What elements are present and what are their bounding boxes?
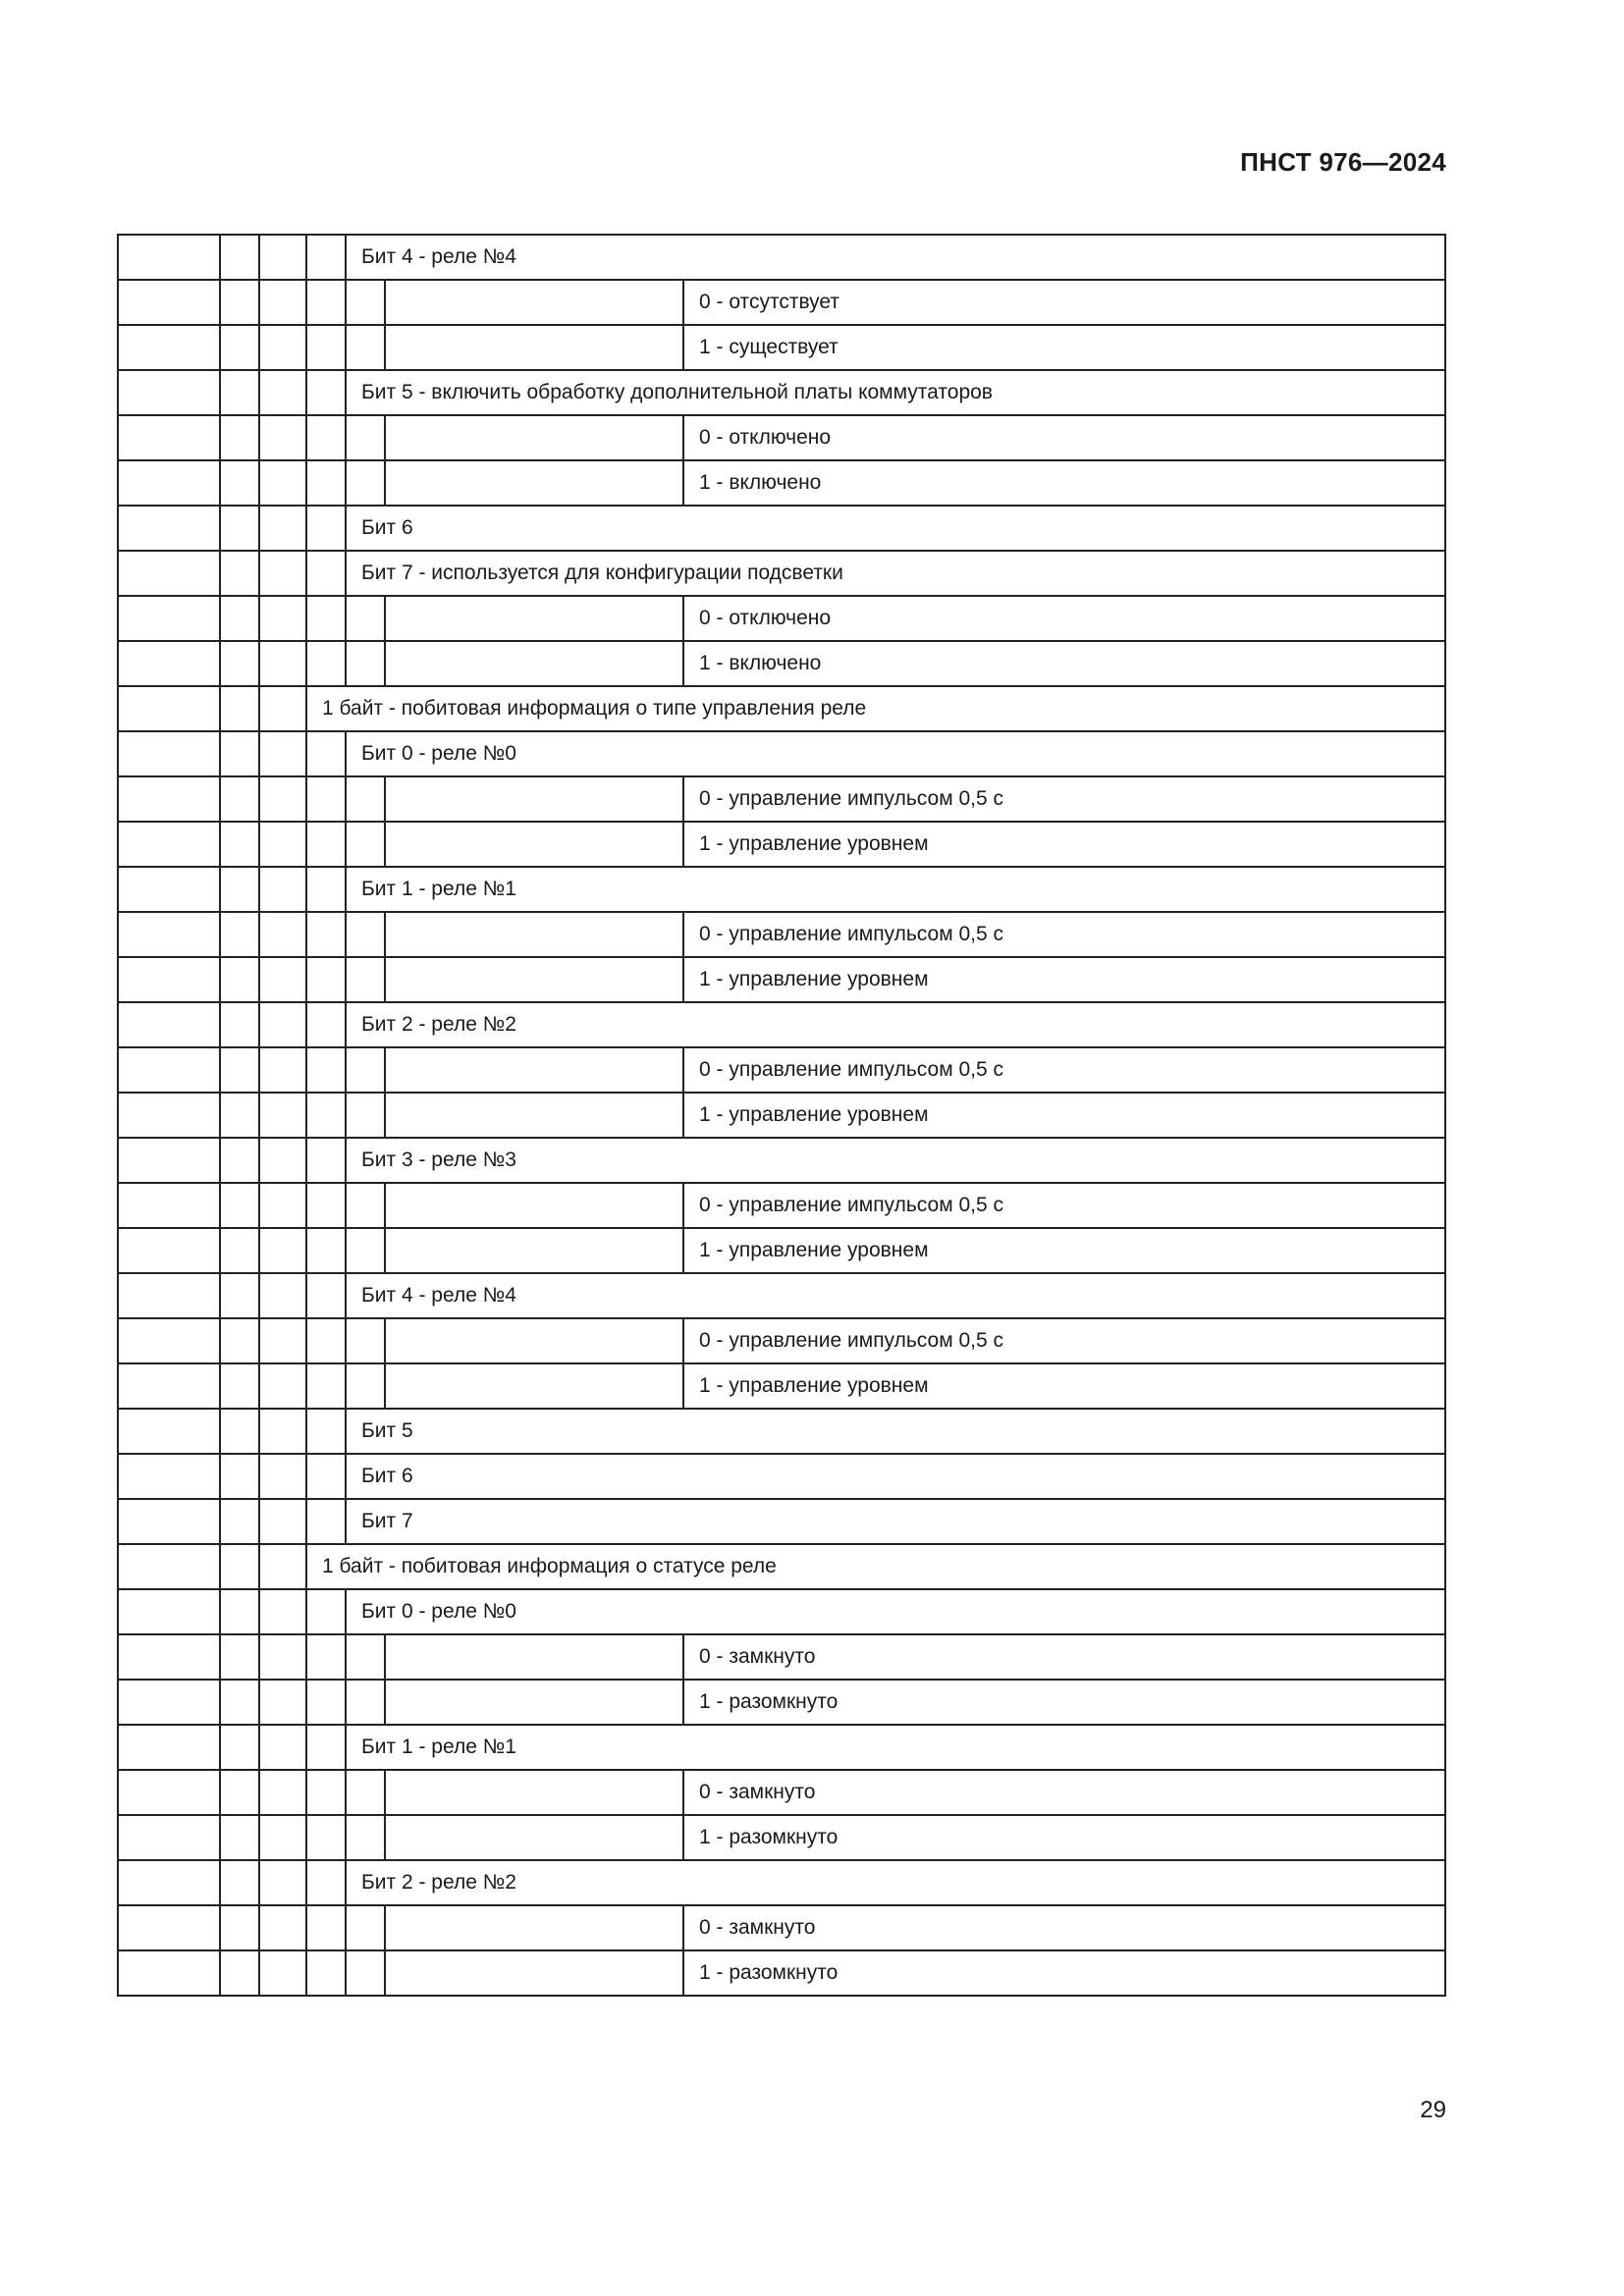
empty-cell <box>220 506 259 551</box>
empty-cell <box>306 1138 346 1183</box>
empty-cell <box>306 1318 346 1363</box>
table-row <box>118 1634 1445 1680</box>
table-row <box>118 731 1445 776</box>
empty-cell <box>259 822 306 867</box>
empty-cell <box>385 957 683 1002</box>
empty-cell <box>118 1905 220 1950</box>
empty-cell <box>118 822 220 867</box>
empty-cell <box>118 731 220 776</box>
empty-cell <box>118 1002 220 1047</box>
empty-cell <box>385 1228 683 1273</box>
empty-cell <box>259 1860 306 1905</box>
empty-cell <box>220 867 259 912</box>
empty-cell <box>346 415 385 460</box>
empty-cell <box>259 370 306 415</box>
empty-cell <box>306 912 346 957</box>
empty-cell <box>259 867 306 912</box>
empty-cell <box>306 506 346 551</box>
bit-value: 0 - замкнуто <box>683 1905 1445 1950</box>
empty-cell <box>220 280 259 325</box>
empty-cell <box>259 506 306 551</box>
empty-cell <box>220 731 259 776</box>
empty-cell <box>220 460 259 506</box>
bit-spec-table <box>117 234 1446 1997</box>
empty-cell <box>259 1228 306 1273</box>
empty-cell <box>259 415 306 460</box>
table-row <box>118 912 1445 957</box>
empty-cell <box>259 1363 306 1409</box>
empty-cell <box>306 1860 346 1905</box>
empty-cell <box>306 822 346 867</box>
empty-cell <box>306 1905 346 1950</box>
bit-description: Бит 1 - реле №1 <box>346 867 1445 912</box>
empty-cell <box>346 460 385 506</box>
empty-cell <box>118 957 220 1002</box>
bit-value: 1 - существует <box>683 325 1445 370</box>
bit-value: 0 - управление импульсом 0,5 с <box>683 912 1445 957</box>
bit-description: Бит 6 <box>346 506 1445 551</box>
bit-description: Бит 5 <box>346 1409 1445 1454</box>
bit-value: 0 - управление импульсом 0,5 с <box>683 776 1445 822</box>
page-number: 29 <box>1420 2097 1446 2123</box>
empty-cell <box>118 867 220 912</box>
bit-value: 1 - разомкнуто <box>683 1815 1445 1860</box>
empty-cell <box>220 1273 259 1318</box>
table-body <box>118 235 1445 1996</box>
table-row <box>118 1905 1445 1950</box>
empty-cell <box>220 1815 259 1860</box>
empty-cell <box>385 1318 683 1363</box>
bit-description: Бит 0 - реле №0 <box>346 731 1445 776</box>
empty-cell <box>118 1228 220 1273</box>
table-row <box>118 1544 1445 1589</box>
empty-cell <box>385 822 683 867</box>
empty-cell <box>220 1409 259 1454</box>
empty-cell <box>220 1905 259 1950</box>
empty-cell <box>306 957 346 1002</box>
empty-cell <box>220 551 259 596</box>
empty-cell <box>220 1950 259 1996</box>
bit-description: Бит 7 - используется для конфигурации подсветки <box>346 551 1445 596</box>
table-row <box>118 641 1445 686</box>
empty-cell <box>385 1905 683 1950</box>
empty-cell <box>118 280 220 325</box>
empty-cell <box>385 912 683 957</box>
bit-value: 1 - включено <box>683 641 1445 686</box>
empty-cell <box>118 596 220 641</box>
empty-cell <box>118 1183 220 1228</box>
empty-cell <box>346 325 385 370</box>
empty-cell <box>259 1544 306 1589</box>
table-row <box>118 957 1445 1002</box>
empty-cell <box>259 686 306 731</box>
empty-cell <box>306 370 346 415</box>
table-row <box>118 325 1445 370</box>
empty-cell <box>118 415 220 460</box>
bit-value: 1 - управление уровнем <box>683 957 1445 1002</box>
table-row <box>118 1770 1445 1815</box>
empty-cell <box>346 641 385 686</box>
empty-cell <box>220 1228 259 1273</box>
empty-cell <box>118 912 220 957</box>
empty-cell <box>259 1680 306 1725</box>
bit-value: 0 - замкнуто <box>683 1634 1445 1680</box>
empty-cell <box>118 325 220 370</box>
empty-cell <box>259 1273 306 1318</box>
empty-cell <box>259 1950 306 1996</box>
empty-cell <box>220 822 259 867</box>
empty-cell <box>220 1183 259 1228</box>
document-header: ПНСТ 976—2024 <box>1240 147 1446 177</box>
empty-cell <box>346 1950 385 1996</box>
empty-cell <box>220 1138 259 1183</box>
empty-cell <box>306 1409 346 1454</box>
empty-cell <box>306 1770 346 1815</box>
empty-cell <box>385 1680 683 1725</box>
empty-cell <box>346 280 385 325</box>
empty-cell <box>118 1454 220 1499</box>
empty-cell <box>259 1454 306 1499</box>
bit-value: 1 - разомкнуто <box>683 1950 1445 1996</box>
empty-cell <box>346 1183 385 1228</box>
empty-cell <box>118 641 220 686</box>
table-row <box>118 506 1445 551</box>
empty-cell <box>118 506 220 551</box>
empty-cell <box>306 1093 346 1138</box>
empty-cell <box>385 1770 683 1815</box>
table-row <box>118 1409 1445 1454</box>
empty-cell <box>306 325 346 370</box>
empty-cell <box>306 641 346 686</box>
empty-cell <box>306 1634 346 1680</box>
empty-cell <box>306 1950 346 1996</box>
table-row <box>118 1860 1445 1905</box>
empty-cell <box>220 1318 259 1363</box>
table-row <box>118 1950 1445 1996</box>
empty-cell <box>306 1047 346 1093</box>
empty-cell <box>346 1047 385 1093</box>
empty-cell <box>306 731 346 776</box>
table-row <box>118 776 1445 822</box>
table-row <box>118 686 1445 731</box>
empty-cell <box>306 1002 346 1047</box>
empty-cell <box>118 1273 220 1318</box>
empty-cell <box>346 1770 385 1815</box>
empty-cell <box>220 1860 259 1905</box>
bit-value: 0 - замкнуто <box>683 1770 1445 1815</box>
empty-cell <box>259 596 306 641</box>
empty-cell <box>220 776 259 822</box>
empty-cell <box>118 1363 220 1409</box>
table-row <box>118 370 1445 415</box>
empty-cell <box>220 1363 259 1409</box>
bit-value: 1 - управление уровнем <box>683 1228 1445 1273</box>
bit-description: Бит 2 - реле №2 <box>346 1860 1445 1905</box>
table-row <box>118 1318 1445 1363</box>
empty-cell <box>118 1093 220 1138</box>
empty-cell <box>259 1725 306 1770</box>
empty-cell <box>259 325 306 370</box>
table-row <box>118 1815 1445 1860</box>
empty-cell <box>118 776 220 822</box>
empty-cell <box>220 1725 259 1770</box>
empty-cell <box>118 551 220 596</box>
empty-cell <box>306 867 346 912</box>
empty-cell <box>306 1183 346 1228</box>
table-row <box>118 460 1445 506</box>
empty-cell <box>385 460 683 506</box>
empty-cell <box>346 1093 385 1138</box>
empty-cell <box>220 235 259 280</box>
empty-cell <box>118 1047 220 1093</box>
empty-cell <box>346 1905 385 1950</box>
empty-cell <box>306 1725 346 1770</box>
byte-description: 1 байт - побитовая информация о типе управления реле <box>306 686 1445 731</box>
empty-cell <box>118 460 220 506</box>
bit-value: 1 - управление уровнем <box>683 1093 1445 1138</box>
empty-cell <box>306 1589 346 1634</box>
empty-cell <box>259 1002 306 1047</box>
empty-cell <box>385 776 683 822</box>
empty-cell <box>259 1499 306 1544</box>
empty-cell <box>306 415 346 460</box>
table-row <box>118 822 1445 867</box>
bit-description: Бит 6 <box>346 1454 1445 1499</box>
empty-cell <box>346 912 385 957</box>
table-row <box>118 1047 1445 1093</box>
empty-cell <box>259 1183 306 1228</box>
empty-cell <box>118 1499 220 1544</box>
empty-cell <box>385 596 683 641</box>
table-row <box>118 1138 1445 1183</box>
empty-cell <box>306 1363 346 1409</box>
empty-cell <box>118 1634 220 1680</box>
bit-description: Бит 2 - реле №2 <box>346 1002 1445 1047</box>
table-row <box>118 1363 1445 1409</box>
empty-cell <box>385 641 683 686</box>
table-row <box>118 551 1445 596</box>
table-row <box>118 235 1445 280</box>
bit-description: Бит 5 - включить обработку дополнительной платы коммутаторов <box>346 370 1445 415</box>
empty-cell <box>306 1273 346 1318</box>
empty-cell <box>306 1680 346 1725</box>
bit-value: 1 - управление уровнем <box>683 822 1445 867</box>
empty-cell <box>118 370 220 415</box>
empty-cell <box>346 822 385 867</box>
empty-cell <box>259 460 306 506</box>
byte-description: 1 байт - побитовая информация о статусе реле <box>306 1544 1445 1589</box>
empty-cell <box>118 1815 220 1860</box>
table-row <box>118 1273 1445 1318</box>
empty-cell <box>385 280 683 325</box>
empty-cell <box>346 1318 385 1363</box>
bit-description: Бит 3 - реле №3 <box>346 1138 1445 1183</box>
table-row <box>118 1002 1445 1047</box>
empty-cell <box>259 235 306 280</box>
empty-cell <box>220 1634 259 1680</box>
empty-cell <box>385 325 683 370</box>
empty-cell <box>306 280 346 325</box>
table-row <box>118 415 1445 460</box>
empty-cell <box>220 415 259 460</box>
table-row <box>118 1499 1445 1544</box>
empty-cell <box>259 280 306 325</box>
empty-cell <box>346 596 385 641</box>
empty-cell <box>118 235 220 280</box>
empty-cell <box>306 460 346 506</box>
empty-cell <box>306 1815 346 1860</box>
empty-cell <box>220 686 259 731</box>
empty-cell <box>385 1634 683 1680</box>
empty-cell <box>220 1499 259 1544</box>
empty-cell <box>346 957 385 1002</box>
empty-cell <box>259 776 306 822</box>
empty-cell <box>385 1047 683 1093</box>
empty-cell <box>118 1544 220 1589</box>
empty-cell <box>385 415 683 460</box>
empty-cell <box>259 1770 306 1815</box>
empty-cell <box>259 1589 306 1634</box>
empty-cell <box>220 1093 259 1138</box>
empty-cell <box>385 1363 683 1409</box>
empty-cell <box>306 1454 346 1499</box>
empty-cell <box>220 1047 259 1093</box>
empty-cell <box>118 1318 220 1363</box>
empty-cell <box>259 1815 306 1860</box>
empty-cell <box>118 1589 220 1634</box>
table-row <box>118 1228 1445 1273</box>
empty-cell <box>220 596 259 641</box>
empty-cell <box>259 1138 306 1183</box>
empty-cell <box>118 1860 220 1905</box>
empty-cell <box>346 1634 385 1680</box>
table-row <box>118 1183 1445 1228</box>
table-row <box>118 867 1445 912</box>
empty-cell <box>306 776 346 822</box>
empty-cell <box>220 1589 259 1634</box>
empty-cell <box>259 1318 306 1363</box>
bit-value: 0 - управление импульсом 0,5 с <box>683 1183 1445 1228</box>
empty-cell <box>346 1228 385 1273</box>
empty-cell <box>118 686 220 731</box>
empty-cell <box>259 551 306 596</box>
empty-cell <box>220 912 259 957</box>
empty-cell <box>118 1770 220 1815</box>
bit-value: 0 - отключено <box>683 415 1445 460</box>
empty-cell <box>220 325 259 370</box>
empty-cell <box>385 1815 683 1860</box>
empty-cell <box>259 1634 306 1680</box>
empty-cell <box>259 912 306 957</box>
empty-cell <box>220 370 259 415</box>
bit-value: 1 - разомкнуто <box>683 1680 1445 1725</box>
bit-value: 0 - отсутствует <box>683 280 1445 325</box>
empty-cell <box>306 235 346 280</box>
table-row <box>118 1454 1445 1499</box>
empty-cell <box>259 731 306 776</box>
empty-cell <box>220 641 259 686</box>
bit-value: 1 - управление уровнем <box>683 1363 1445 1409</box>
empty-cell <box>346 1815 385 1860</box>
empty-cell <box>259 641 306 686</box>
empty-cell <box>118 1409 220 1454</box>
bit-value: 0 - отключено <box>683 596 1445 641</box>
empty-cell <box>220 1770 259 1815</box>
empty-cell <box>259 1905 306 1950</box>
empty-cell <box>346 1680 385 1725</box>
table-row <box>118 596 1445 641</box>
empty-cell <box>118 1950 220 1996</box>
table-row <box>118 1680 1445 1725</box>
empty-cell <box>259 957 306 1002</box>
bit-description: Бит 0 - реле №0 <box>346 1589 1445 1634</box>
empty-cell <box>346 1363 385 1409</box>
empty-cell <box>385 1950 683 1996</box>
table-row <box>118 1725 1445 1770</box>
empty-cell <box>346 776 385 822</box>
table-row <box>118 1589 1445 1634</box>
empty-cell <box>385 1093 683 1138</box>
bit-description: Бит 7 <box>346 1499 1445 1544</box>
empty-cell <box>220 1680 259 1725</box>
empty-cell <box>118 1138 220 1183</box>
empty-cell <box>385 1183 683 1228</box>
table-row <box>118 280 1445 325</box>
empty-cell <box>306 1228 346 1273</box>
bit-value: 1 - включено <box>683 460 1445 506</box>
empty-cell <box>118 1725 220 1770</box>
bit-value: 0 - управление импульсом 0,5 с <box>683 1318 1445 1363</box>
empty-cell <box>220 1544 259 1589</box>
bit-description: Бит 4 - реле №4 <box>346 1273 1445 1318</box>
empty-cell <box>259 1047 306 1093</box>
empty-cell <box>220 1454 259 1499</box>
bit-value: 0 - управление импульсом 0,5 с <box>683 1047 1445 1093</box>
empty-cell <box>306 551 346 596</box>
empty-cell <box>306 596 346 641</box>
bit-description: Бит 4 - реле №4 <box>346 235 1445 280</box>
empty-cell <box>220 1002 259 1047</box>
empty-cell <box>306 1499 346 1544</box>
empty-cell <box>118 1680 220 1725</box>
empty-cell <box>259 1093 306 1138</box>
bit-description: Бит 1 - реле №1 <box>346 1725 1445 1770</box>
empty-cell <box>259 1409 306 1454</box>
empty-cell <box>220 957 259 1002</box>
table-row <box>118 1093 1445 1138</box>
